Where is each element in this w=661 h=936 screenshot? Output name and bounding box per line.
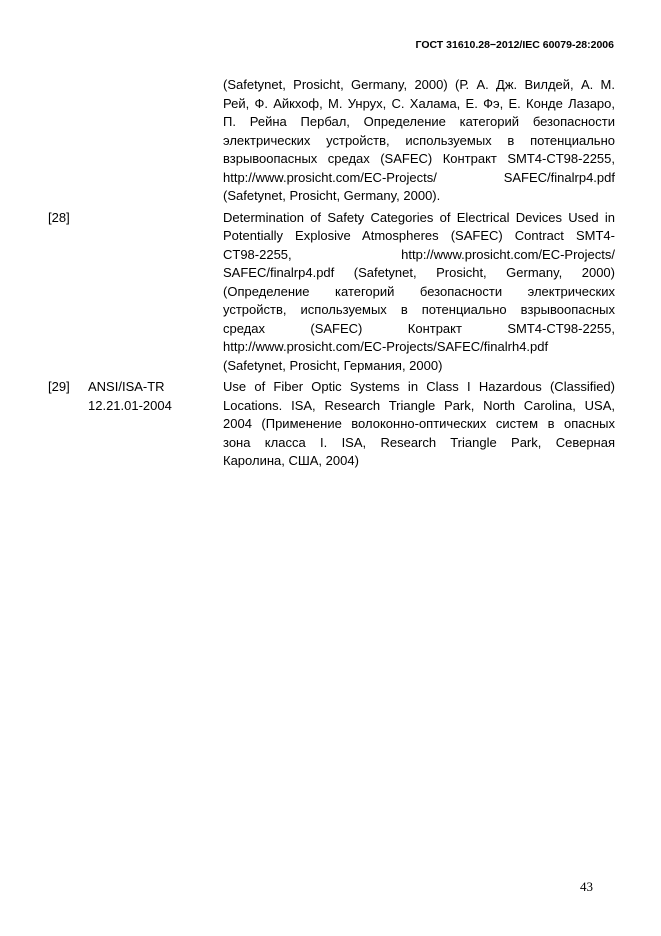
bibliography-entry-29 xyxy=(48,378,615,471)
reference-number: [28] xyxy=(48,209,70,225)
reference-line: http://www.prosicht.com/EC-Projects/ SAFEC/finalrp4.pdf xyxy=(223,169,615,185)
bibliography-entry-continuation xyxy=(48,76,615,206)
reference-line: взрывоопасных средах (SAFEC) Контракт SMT4-CT98-2255, xyxy=(223,151,615,166)
reference-line: П. Рейна Пербал, Определение категорий безопасности xyxy=(223,114,615,129)
reference-line: Рей, Ф. Айкхоф, М. Унрух, С. Халама, Е. Фэ, Е. Конде Лазаро, xyxy=(223,95,615,111)
reference-line: Locations. ISA, Research Triangle Park, North Carolina, USA, xyxy=(223,397,615,413)
page-header-standard: ГОСТ 31610.28−2012/IEC 60079-28:2006 xyxy=(415,39,614,51)
page-number: 43 xyxy=(580,879,593,894)
reference-line: зона класса I. ISA, Research Triangle Park, Северная xyxy=(223,434,615,450)
reference-line: (Safetynet, Prosicht, Germany, 2000). xyxy=(223,188,441,203)
reference-line: Potentially Explosive Atmospheres (SAFEC) Contract SMT4- xyxy=(223,228,615,243)
reference-text xyxy=(223,76,615,206)
reference-line: http://www.prosicht.com/EC-Projects/SAFEC/finalrh4.pdf xyxy=(223,339,549,354)
reference-line: (Safetynet, Prosicht, Германия, 2000) xyxy=(223,357,443,373)
reference-line: электрических устройств, используемых в потенциально xyxy=(223,132,615,148)
bibliography-entry-28 xyxy=(48,209,615,376)
reference-line: (Safetynet, Prosicht, Germany, 2000) (Р. А. Дж. Вилдей, А. М. xyxy=(223,77,615,92)
bibliography-list xyxy=(48,76,615,474)
reference-line: Каролина, США, 2004) xyxy=(223,453,359,468)
reference-text xyxy=(223,378,615,471)
reference-line: SAFEC/finalrp4.pdf (Safetynet, Prosicht, Germany, 2000) xyxy=(223,265,615,280)
reference-line: (Определение категорий безопасности электрических xyxy=(223,283,615,299)
reference-line: 2004 (Применение волоконно-оптических систем в опасных xyxy=(223,416,615,431)
reference-line: Determination of Safety Categories of Electrical Devices Used in xyxy=(223,209,615,225)
reference-line: CT98-2255, http://www.prosicht.com/EC-Projects/ xyxy=(223,246,615,262)
reference-designation: ANSI/ISA-TR 12.21.01-2004 xyxy=(88,379,172,413)
reference-text xyxy=(223,209,615,376)
reference-line: устройств, используемых в потенциально взрывоопасных xyxy=(223,302,615,317)
reference-line: средах (SAFEC) Контракт SMT4-CT98-2255, xyxy=(223,320,615,336)
reference-number: [29] xyxy=(48,379,70,394)
reference-line: Use of Fiber Optic Systems in Class I Hazardous (Classified) xyxy=(223,379,615,394)
